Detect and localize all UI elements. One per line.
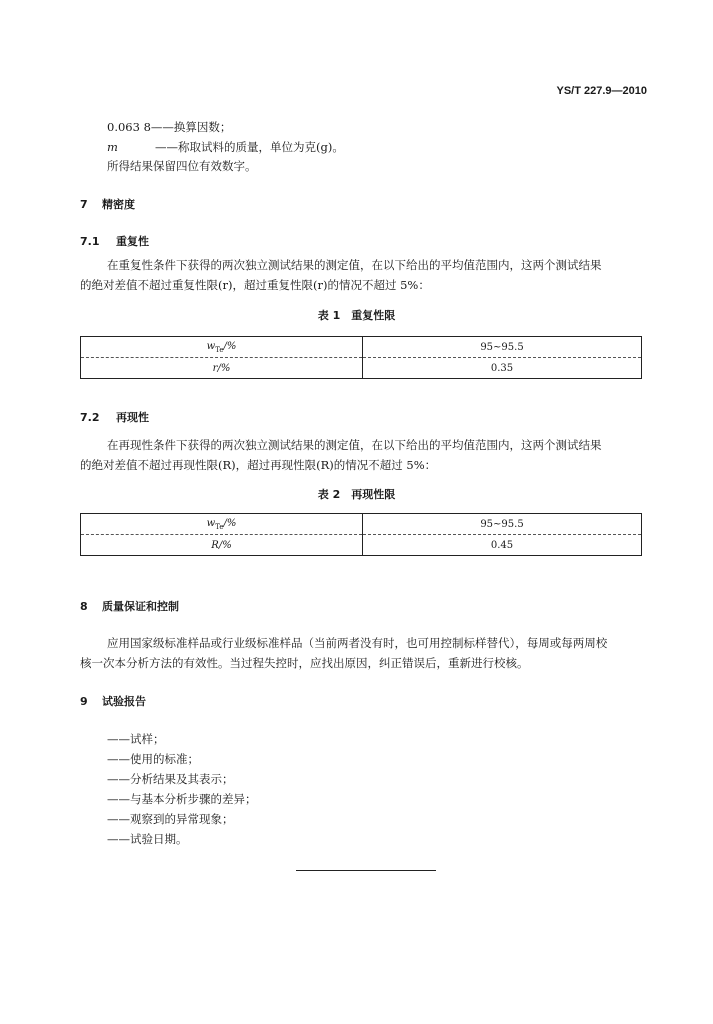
section-8-heading xyxy=(80,598,179,614)
standard-number: YS/T 227.9—2010 xyxy=(556,85,647,97)
paragraph-line: 的绝对差值不超过重复性限(r)，超过重复性限(r)的情况不超过 5%： xyxy=(80,278,430,292)
paragraph-line: 的绝对差值不超过再现性限(R)，超过再现性限(R)的情况不超过 5%： xyxy=(80,458,437,472)
paragraph-line: 核一次本分析方法的有效性。当过程失控时，应找出原因，纠正错误后，重新进行校核。 xyxy=(80,656,529,670)
section-9-heading xyxy=(80,693,146,709)
legend-dash: —— xyxy=(150,120,174,134)
table-cell: 0.45 xyxy=(363,535,642,556)
end-rule xyxy=(296,870,436,871)
legend-symbol: 0.063 8 xyxy=(107,120,151,134)
subsection-7-1-heading xyxy=(80,233,149,249)
paragraph-line: 在重复性条件下获得的两次独立测试结果的测定值，在以下给出的平均值范围内，这两个测试结果 xyxy=(107,258,602,272)
section-title: 再现性 xyxy=(116,411,149,424)
paragraph-line: 应用国家级标准样品或行业级标准样品（当前两者没有时，也可用控制标样替代），每周或每两周校 xyxy=(107,636,608,650)
table-cell: 95~95.5 xyxy=(363,514,642,535)
section-number: 7.1 xyxy=(80,235,100,248)
legend-row-factor xyxy=(107,119,231,135)
section-7-heading xyxy=(80,196,135,212)
section-number: 8 xyxy=(80,600,88,613)
section-number: 7 xyxy=(80,198,88,211)
list-item: ——试验日期。 xyxy=(107,832,188,846)
table-2 xyxy=(80,513,642,556)
legend-text: 称取试料的质量，单位为克(g)。 xyxy=(178,140,344,154)
table-row xyxy=(81,514,642,535)
table-row xyxy=(81,358,642,379)
legend-row-mass xyxy=(107,139,344,155)
table-cell: r/% xyxy=(81,358,363,379)
legend-symbol: m xyxy=(107,140,118,154)
table-row xyxy=(81,535,642,556)
section-title: 质量保证和控制 xyxy=(102,600,179,613)
section-title: 试验报告 xyxy=(102,695,146,708)
table-cell: $w_{Te}/\%$ xyxy=(81,514,363,535)
section-number: 9 xyxy=(80,695,88,708)
table-cell: R/% xyxy=(81,535,363,556)
table-cell: 0.35 xyxy=(363,358,642,379)
section-title: 精密度 xyxy=(102,198,135,211)
table-1-caption: 表 1 重复性限 xyxy=(317,309,396,322)
section-title: 重复性 xyxy=(116,235,149,248)
table-2-caption: 表 2 再现性限 xyxy=(317,488,396,501)
table-1 xyxy=(80,336,642,379)
subsection-7-2-heading xyxy=(80,409,149,425)
list-item: ——与基本分析步骤的差异； xyxy=(107,792,257,806)
list-item: ——分析结果及其表示； xyxy=(107,772,234,786)
result-note: 所得结果保留四位有效数字。 xyxy=(107,159,257,173)
legend-dash: —— xyxy=(155,140,178,154)
list-item: ——试样； xyxy=(107,732,165,746)
legend-text: 换算因数； xyxy=(173,120,232,134)
section-number: 7.2 xyxy=(80,411,100,424)
list-item: ——使用的标准； xyxy=(107,752,199,766)
table-row xyxy=(81,337,642,358)
paragraph-line: 在再现性条件下获得的两次独立测试结果的测定值，在以下给出的平均值范围内，这两个测试结果 xyxy=(107,438,602,452)
table-cell: $w_{Te}/\%$ xyxy=(81,337,363,358)
list-item: ——观察到的异常现象； xyxy=(107,812,234,826)
table-cell: 95~95.5 xyxy=(363,337,642,358)
